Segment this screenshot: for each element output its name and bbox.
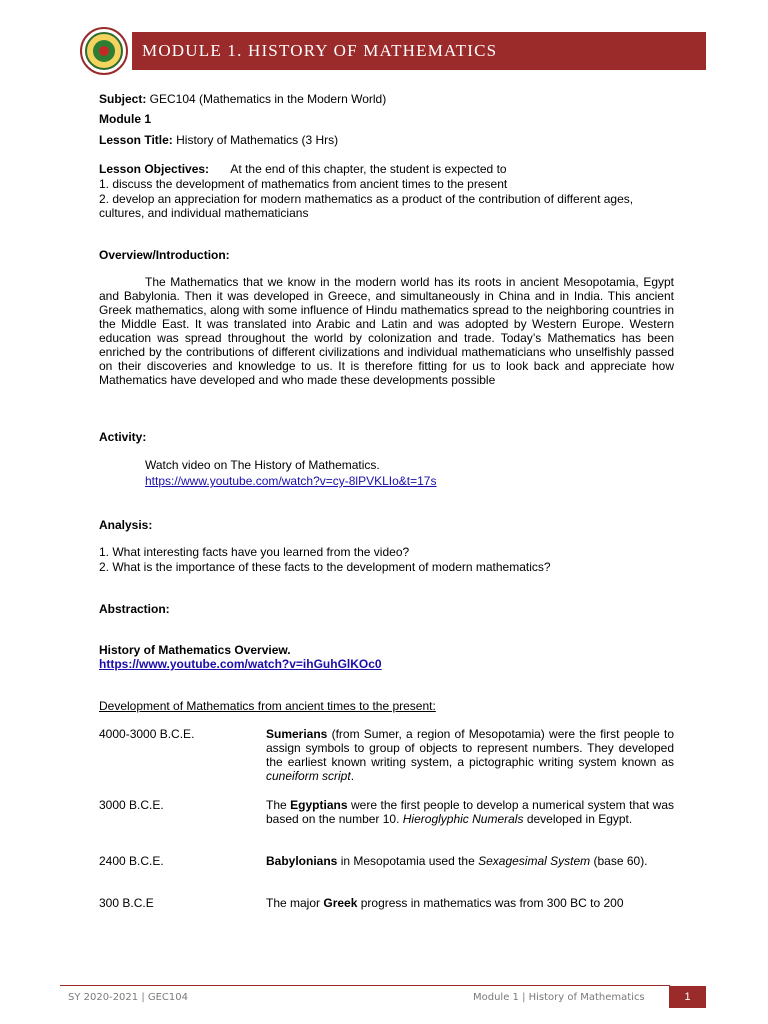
subject-value: GEC104 (Mathematics in the Modern World) (146, 92, 387, 106)
footer-divider (60, 985, 670, 986)
objectives-label: Lesson Objectives: (99, 162, 210, 176)
activity-video-link[interactable]: https://www.youtube.com/watch?v=cy-8lPVKLIo&t=17s (145, 474, 437, 488)
timeline-date: 2400 B.C.E. (99, 854, 164, 868)
overview-video-link[interactable]: https://www.youtube.com/watch?v=ihGuhGlKOc0 (99, 657, 382, 671)
analysis-question-1: 1. What interesting facts have you learned from the video? (99, 545, 410, 559)
development-heading: Development of Mathematics from ancient times to the present: (99, 699, 436, 713)
lesson-title-label: Lesson Title: (99, 133, 173, 147)
analysis-question-2: 2. What is the importance of these facts to the development of modern mathematics? (99, 560, 551, 574)
module-title-banner: MODULE 1. HISTORY OF MATHEMATICS (132, 32, 706, 70)
timeline-description: Sumerians (from Sumer, a region of Mesopotamia) were the first people to assign symbols to group of objects to represent numbers. They developed the earliest known writing system, a pictographic writing system known as cuneiform script. (266, 727, 674, 783)
footer-course-info: SY 2020-2021 | GEC104 (68, 992, 189, 1003)
objective-2a: 2. develop an appreciation for modern mathematics as a product of the contribution of different ages, (99, 192, 634, 206)
module-label: Module 1 (99, 112, 152, 126)
objective-2b: cultures, and individual mathematicians (99, 206, 309, 220)
timeline-bold-term: Sumerians (266, 727, 328, 741)
subject-line (99, 92, 386, 106)
activity-heading: Activity: (99, 430, 147, 444)
lesson-title-value: History of Mathematics (3 Hrs) (172, 133, 339, 147)
timeline-italic-term: cuneiform script (266, 769, 351, 783)
abstraction-heading: Abstraction: (99, 602, 170, 616)
timeline-date: 300 B.C.E (99, 896, 154, 910)
timeline-bold-term: Greek (323, 896, 358, 910)
timeline-description: The Egyptians were the first people to develop a numerical system that was based on the number 10. Hieroglyphic Numerals developed in Egypt. (266, 798, 675, 826)
lesson-title-line (99, 133, 338, 147)
timeline-italic-term: Sexagesimal System (478, 854, 591, 868)
timeline-bold-term: Egyptians (290, 798, 348, 812)
analysis-heading: Analysis: (99, 518, 153, 532)
timeline-description: Babylonians in Mesopotamia used the Sexagesimal System (base 60). (266, 854, 648, 868)
objectives-intro: At the end of this chapter, the student is expected to (230, 162, 507, 176)
timeline-bold-term: Babylonians (266, 854, 338, 868)
timeline-italic-term: Hieroglyphic Numerals (402, 812, 524, 826)
timeline-description: The major Greek progress in mathematics was from 300 BC to 200 (266, 896, 624, 910)
timeline-date: 4000-3000 B.C.E. (99, 727, 195, 741)
timeline-date: 3000 B.C.E. (99, 798, 164, 812)
subject-label: Subject: (99, 92, 147, 106)
page-number: 1 (669, 986, 706, 1008)
overview-heading: Overview/Introduction: (99, 248, 230, 262)
university-seal-logo (78, 26, 130, 76)
overview-paragraph: The Mathematics that we know in the modern world has its roots in ancient Mesopotamia, Egypt and Babylonia. Then it was developed in Greece, and simultaneously in China and in India. This ancient Greek mathematics, along with some influence of Hindu mathematics spread to the neighboring countries in the Middle East. It was translated into Arabic and Latin and was adopted by Western Europe. Western education was spread throughout the world by colonization and trade. Today’s Mathematics has been enriched by the contributions of different civilizations and individual mathematicians who unselfishly passed on their discoveries and knowledge to us. It is therefore fitting for us to look back and appreciate how Mathematics have developed and who made these developments possible (99, 275, 674, 387)
objectives-line (99, 162, 507, 176)
overview-video-title: History of Mathematics Overview. (99, 643, 291, 657)
footer-module-info: Module 1 | History of Mathematics (473, 992, 645, 1003)
activity-text: Watch video on The History of Mathematics. (145, 458, 380, 472)
objective-1: 1. discuss the development of mathematics from ancient times to the present (99, 177, 508, 191)
